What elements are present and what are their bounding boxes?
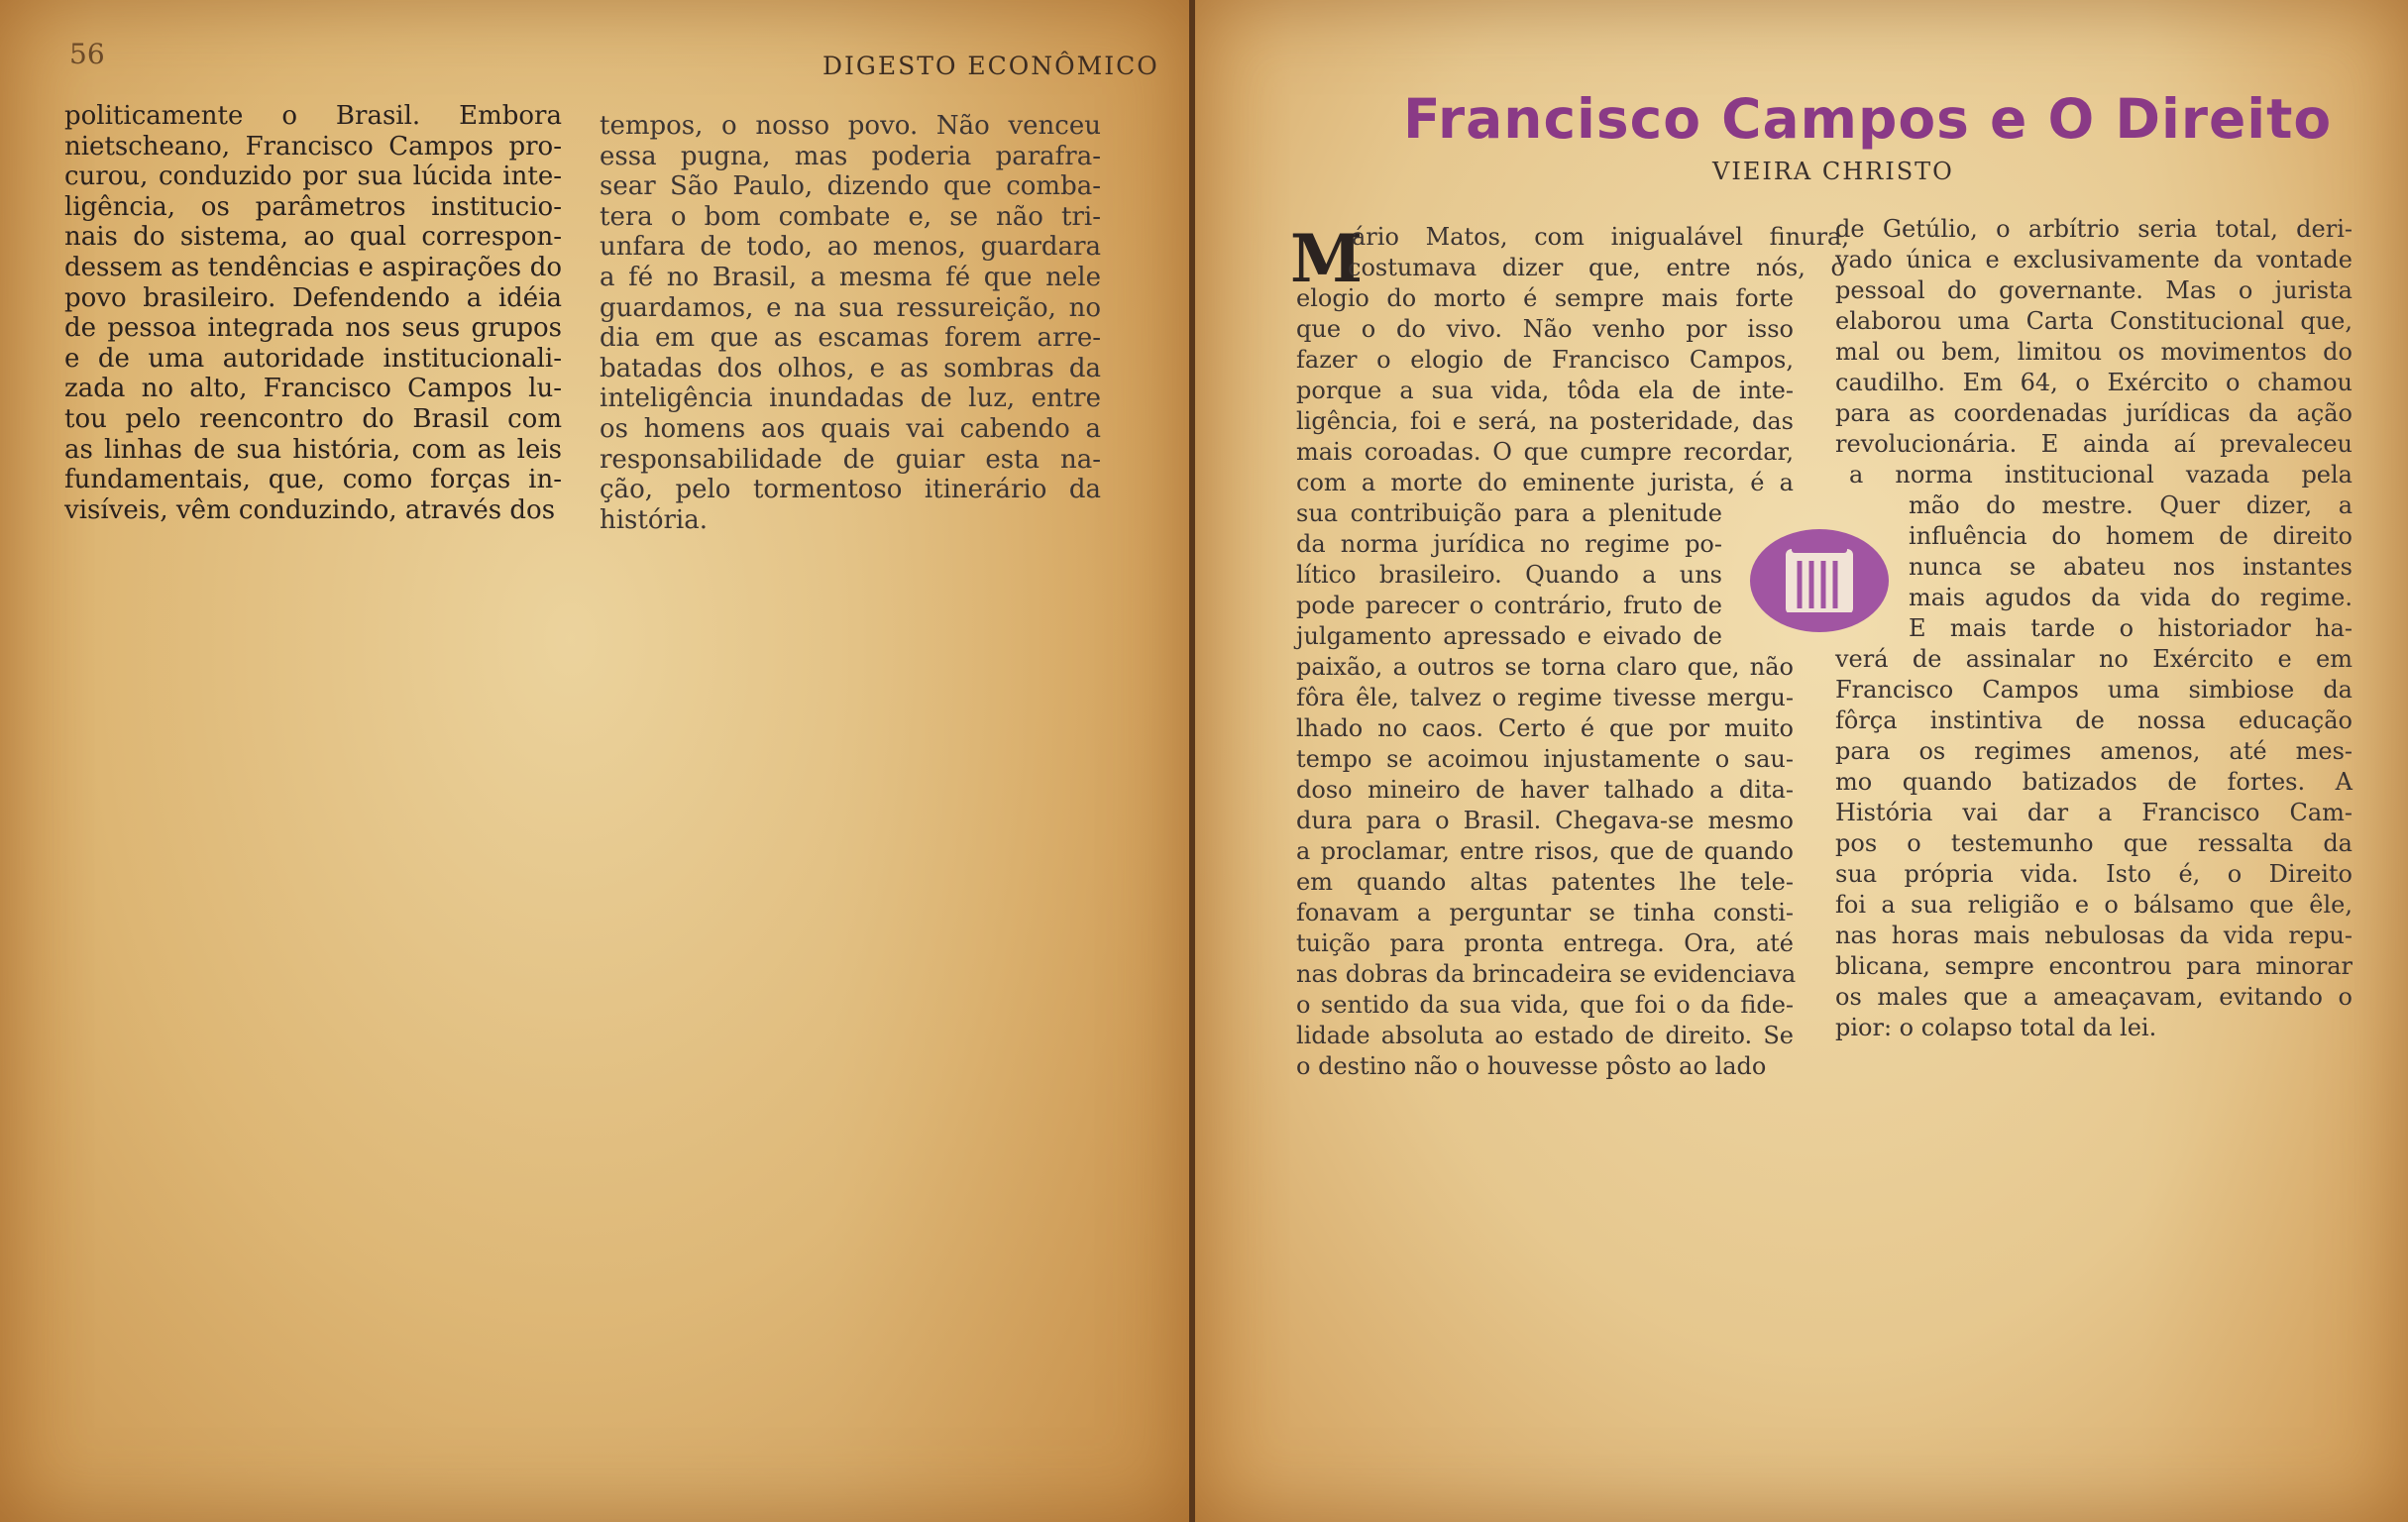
text-line: a norma institucional vazada pela [1849,461,2353,489]
text-line: responsabilidade de guiar esta na- [600,444,1101,475]
text-line: elaborou uma Carta Constitucional que, [1835,307,2353,335]
text-line: nietscheano, Francisco Campos pro- [64,131,562,162]
left-page [0,0,1195,1522]
text-line: elogio do morto é sempre mais forte [1296,284,1794,312]
text-line: para os regimes amenos, até mes- [1835,737,2353,765]
article-title: Francisco Campos e O Direito [1403,87,2333,151]
text-line: e de uma autoridade institucionali- [64,343,562,374]
text-line: fonavam a perguntar se tinha consti- [1296,899,1794,926]
text-line: pos o testemunho que ressalta da [1835,829,2353,857]
article-column-left [1296,222,1849,1082]
text-line: que o do vivo. Não venho por isso [1296,315,1794,343]
text-line: revolucionária. E ainda aí prevaleceu [1835,430,2353,458]
text-line: unfara de todo, ao menos, guardara [600,232,1101,263]
text-line: pior: o colapso total da lei. [1835,1014,2157,1041]
text-line: de Getúlio, o arbítrio seria total, deri- [1835,215,2353,243]
text-line: doso mineiro de haver talhado a dita- [1296,776,1794,804]
text-line: blicana, sempre encontrou para minorar [1835,952,2353,980]
text-line: caudilho. Em 64, o Exército o chamou [1835,369,2353,396]
text-line: fazer o elogio de Francisco Campos, [1296,346,1794,374]
text-line: tou pelo reencontro do Brasil com [64,403,562,434]
text-column-left [64,101,562,525]
text-line: zada no alto, Francisco Campos lu- [64,374,562,404]
text-column-right [600,111,1101,535]
text-line: pode parecer o contrário, fruto de [1296,592,1722,619]
text-line: povo brasileiro. Defendendo a idéia [64,282,562,313]
text-line: mo quando batizados de fortes. A [1835,768,2353,796]
text-line: sua contribuição para a plenitude [1296,499,1722,527]
article-byline: VIEIRA CHRISTO [1712,158,1954,185]
text-line: E mais tarde o historiador ha- [1909,614,2353,642]
text-line: o destino não o houvesse pôsto ao lado [1296,1052,1767,1080]
text-line: visíveis, vêm conduzindo, através dos [64,494,556,525]
text-line: essa pugna, mas poderia parafra- [600,141,1101,171]
text-line: os homens aos quais vai cabendo a [600,413,1101,444]
text-line: politicamente o Brasil. Embora [64,101,562,131]
text-line: sua própria vida. Isto é, o Direito [1835,860,2353,888]
text-line: nas dobras da brincadeira se evidenciava [1296,960,1797,988]
text-line: tempos, o nosso povo. Não venceu [600,111,1101,141]
text-line: influência do homem de direito [1909,522,2353,550]
running-head: DIGESTO ECONÔMICO [822,52,1159,80]
text-line: pessoal do governante. Mas o jurista [1835,276,2353,304]
page-number: 56 [69,38,105,70]
text-line: vado única e exclusivamente da vontade [1835,246,2353,273]
text-line: dia em que as escamas forem arre- [600,323,1101,354]
text-line: verá de assinalar no Exército e em [1835,645,2353,673]
text-line: foi a sua religião e o bálsamo que êle, [1835,891,2353,919]
text-line: lhado no caos. Certo é que por muito [1296,714,1794,742]
text-line: de pessoa integrada nos seus grupos [64,313,562,344]
text-line: curou, conduzido por sua lúcida inte- [64,162,562,192]
text-line: tera o bom combate e, se não tri- [600,201,1101,232]
text-line: da norma jurídica no regime po- [1296,530,1722,558]
text-line: tempo se acoimou injustamente o sau- [1296,745,1794,773]
text-line: Francisco Campos uma simbiose da [1835,676,2353,704]
book-column-emblem-icon [1746,527,1893,636]
text-line: batadas dos olhos, e as sombras da [600,353,1101,383]
text-line: os males que a ameaçavam, evitando o [1835,983,2353,1011]
text-line: fundamentais, que, como forças in- [64,465,562,495]
text-line: história. [600,504,709,535]
text-line: costumava dizer que, entre nós, o [1348,254,1845,281]
text-line: para as coordenadas jurídicas da ação [1835,399,2353,427]
text-line: ligência, foi e será, na posteridade, das [1296,407,1794,435]
text-line: ário Matos, com inigualável finura, [1352,223,1849,251]
text-line: em quando altas patentes lhe tele- [1296,868,1794,896]
text-line: guardamos, e na sua ressureição, no [600,292,1101,323]
text-line: inteligência inundadas de luz, entre [600,383,1101,414]
text-line: a fé no Brasil, a mesma fé que nele [600,262,1101,292]
text-line: as linhas de sua história, com as leis [64,434,562,465]
text-line: mão do mestre. Quer dizer, a [1909,491,2353,519]
text-line: porque a sua vida, tôda ela de inte- [1296,377,1794,404]
text-line: ção, pelo tormentoso itinerário da [600,475,1101,505]
text-line: ligência, os parâmetros institucio- [64,191,562,222]
drop-cap: M [1290,220,1364,297]
article-column-right [1835,214,2353,1043]
text-line: lítico brasileiro. Quando a uns [1296,561,1722,589]
text-line: tuição para pronta entrega. Ora, até [1296,929,1794,957]
text-line: nais do sistema, ao qual correspon- [64,222,562,253]
text-line: mal ou bem, limitou os movimentos do [1835,338,2353,366]
text-line: fôrça instintiva de nossa educação [1835,707,2353,734]
text-line: o sentido da sua vida, que foi o da fide- [1296,991,1794,1019]
text-line: a proclamar, entre risos, que de quando [1296,837,1794,865]
text-line: fôra êle, talvez o regime tivesse mergu- [1296,684,1794,711]
text-line: lidade absoluta ao estado de direito. Se [1296,1022,1794,1049]
text-line: com a morte do eminente jurista, é a [1296,469,1794,496]
text-line: julgamento apressado e eivado de [1296,622,1722,650]
text-line: mais coroadas. O que cumpre recordar, [1296,438,1794,466]
text-line: nunca se abateu nos instantes [1909,553,2353,581]
text-line: paixão, a outros se torna claro que, não [1296,653,1794,681]
text-line: dura para o Brasil. Chegava-se mesmo [1296,807,1794,834]
text-line: nas horas mais nebulosas da vida repu- [1835,922,2353,949]
text-line: História vai dar a Francisco Cam- [1835,799,2353,826]
text-line: sear São Paulo, dizendo que comba- [600,171,1101,202]
text-line: dessem as tendências e aspirações do [64,252,562,282]
text-line: mais agudos da vida do regime. [1909,584,2353,611]
